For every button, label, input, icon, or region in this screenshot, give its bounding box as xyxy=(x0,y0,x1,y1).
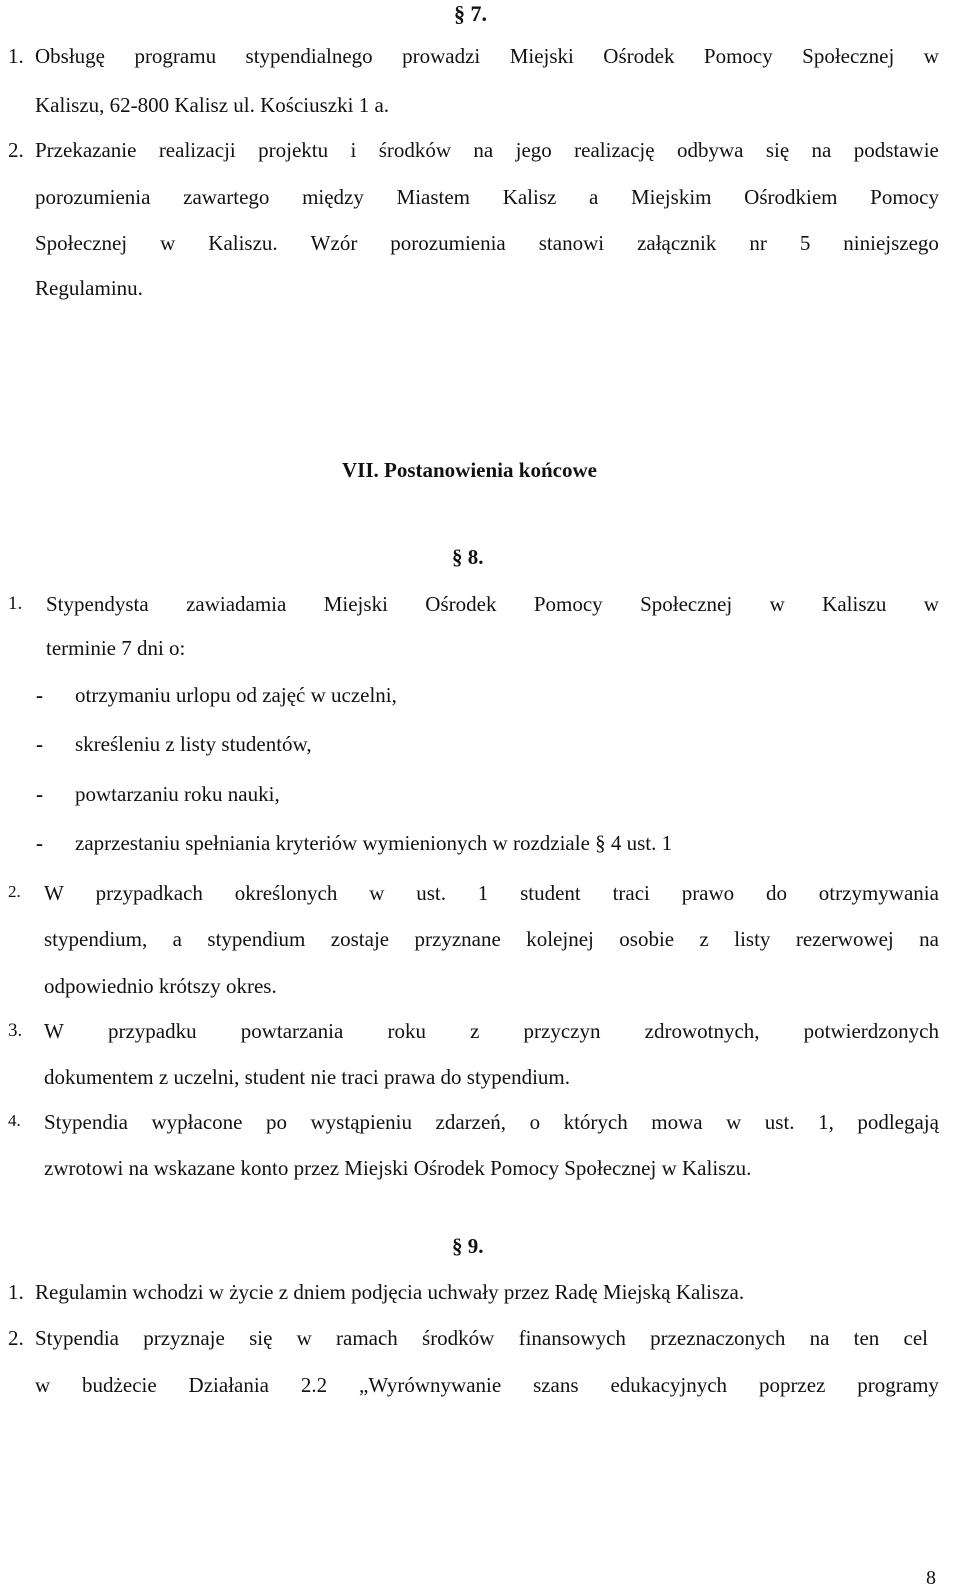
s8-item-3-number: 3. xyxy=(8,1020,23,1041)
word: stypendium xyxy=(207,927,306,951)
word: realizacji xyxy=(158,138,236,162)
word: traci xyxy=(612,881,650,905)
word: środków xyxy=(422,1326,495,1350)
bullet-item: powtarzaniu roku nauki, xyxy=(75,782,280,806)
word: Wzór xyxy=(310,231,358,255)
word: o xyxy=(529,1110,541,1134)
word: Kalisz xyxy=(502,185,557,209)
word: Miejski xyxy=(509,44,574,68)
word: się xyxy=(765,138,790,162)
word: zdrowotnych, xyxy=(644,1019,760,1043)
s8-item-4-line-2: zwrotowi na wskazane konto przez Miejski Ośrodek Pomocy Społecznej w Kaliszu. xyxy=(44,1156,752,1180)
word: programy xyxy=(857,1373,939,1397)
word: Pomocy xyxy=(870,185,939,209)
word: w xyxy=(769,592,785,616)
word: student xyxy=(520,881,581,905)
word: zawartego xyxy=(183,185,270,209)
word: określonych xyxy=(234,881,338,905)
word: 2.2 xyxy=(300,1373,328,1397)
word: w xyxy=(923,592,939,616)
bullet-dash: - xyxy=(36,782,43,806)
word: programu xyxy=(134,44,217,68)
s7-item-2-line-2 xyxy=(35,187,939,208)
word: z xyxy=(470,1019,480,1043)
word: a xyxy=(172,927,182,951)
bullet-dash: - xyxy=(36,831,43,855)
word: Ośrodkiem xyxy=(744,185,838,209)
word: Ośrodek xyxy=(425,592,497,616)
word: odbywa xyxy=(676,138,744,162)
section-9-title: § 9. xyxy=(452,1234,484,1258)
word: podlegają xyxy=(857,1110,939,1134)
word: realizację xyxy=(574,138,655,162)
word: finansowych xyxy=(518,1326,626,1350)
word: się xyxy=(249,1326,273,1350)
word: mowa xyxy=(651,1110,703,1134)
word: których xyxy=(563,1110,628,1134)
bullet-item: skreśleniu z listy studentów, xyxy=(75,732,312,756)
word: Społecznej xyxy=(640,592,733,616)
word: podstawie xyxy=(853,138,939,162)
s9-item-2-line-2 xyxy=(35,1375,939,1396)
word: na xyxy=(811,138,832,162)
word: Kaliszu. xyxy=(208,231,278,255)
word: W xyxy=(44,881,64,905)
s8-item-4-line-1 xyxy=(44,1112,939,1133)
s9-item-1-line-1: Regulamin wchodzi w życie z dniem podjęcia uchwały przez Radę Miejską Kalisza. xyxy=(35,1280,745,1304)
word: na xyxy=(919,927,939,951)
word: stypendialnego xyxy=(245,44,373,68)
word: Miejskim xyxy=(630,185,712,209)
word: między xyxy=(302,185,364,209)
word: edukacyjnych xyxy=(610,1373,728,1397)
section-8-title: § 8. xyxy=(452,545,484,569)
word: prowadzi xyxy=(402,44,481,68)
word: Stypendia xyxy=(35,1326,119,1350)
word: po xyxy=(266,1110,287,1134)
s8-item-3-line-2: dokumentem z uczelni, student nie traci prawa do stypendium. xyxy=(44,1065,571,1089)
word: załącznik xyxy=(637,231,717,255)
s8-item-2-line-1 xyxy=(44,883,939,904)
word: ramach xyxy=(336,1326,398,1350)
word: przypadkach xyxy=(95,881,203,905)
word: ten xyxy=(853,1326,880,1350)
word: 1 xyxy=(477,881,489,905)
word: 1, xyxy=(818,1110,834,1134)
s8-item-2-line-3: odpowiednio krótszy okres. xyxy=(44,974,277,998)
word: na xyxy=(473,138,494,162)
word: przeznaczonych xyxy=(650,1326,786,1350)
word: poprzez xyxy=(758,1373,826,1397)
word: Przekazanie xyxy=(35,138,137,162)
word: przyczyn xyxy=(523,1019,601,1043)
bullet-item: otrzymaniu urlopu od zajęć w uczelni, xyxy=(75,683,397,707)
word: roku xyxy=(387,1019,426,1043)
word: stypendium, xyxy=(44,927,148,951)
word: nr xyxy=(749,231,767,255)
s8-item-1-line-1 xyxy=(46,594,939,615)
word: wystąpieniu xyxy=(310,1110,412,1134)
word: szans xyxy=(533,1373,579,1397)
bullet-dash: - xyxy=(36,683,43,707)
word: Działania xyxy=(188,1373,269,1397)
s7-item-2-line-1 xyxy=(35,140,939,161)
word: z xyxy=(699,927,709,951)
word: porozumienia xyxy=(390,231,506,255)
s8-item-2-number: 2. xyxy=(8,882,21,901)
word: środków xyxy=(378,138,452,162)
s7-item-1-number: 1. xyxy=(8,44,24,68)
word: stanowi xyxy=(538,231,605,255)
word: w xyxy=(35,1373,51,1397)
word: Stypendia xyxy=(44,1110,128,1134)
word: powtarzania xyxy=(240,1019,344,1043)
word: porozumienia xyxy=(35,185,151,209)
s7-item-2-number: 2. xyxy=(8,138,24,162)
word: Ośrodek xyxy=(603,44,675,68)
s9-item-2-line-1 xyxy=(35,1328,928,1349)
word: osobie xyxy=(619,927,675,951)
word: kolejnej xyxy=(526,927,594,951)
word: Stypendysta xyxy=(46,592,149,616)
word: jego xyxy=(515,138,552,162)
s7-item-2-line-4: Regulaminu. xyxy=(35,276,143,300)
word: Miastem xyxy=(396,185,471,209)
word: w xyxy=(923,44,939,68)
word: a xyxy=(589,185,599,209)
word: Obsługę xyxy=(35,44,105,68)
s8-item-1-number: 1. xyxy=(8,593,23,614)
word: rezerwowej xyxy=(795,927,894,951)
word: listy xyxy=(734,927,771,951)
word: zostaje xyxy=(330,927,390,951)
word: „Wyrównywanie xyxy=(359,1373,502,1397)
word: ust. xyxy=(416,881,446,905)
word: do xyxy=(765,881,787,905)
word: przypadku xyxy=(107,1019,197,1043)
word: prawo xyxy=(681,881,735,905)
word: i xyxy=(350,138,357,162)
word: w xyxy=(726,1110,742,1134)
bullet-dash: - xyxy=(36,732,43,756)
word: Pomocy xyxy=(533,592,603,616)
word: cel xyxy=(903,1326,928,1350)
s9-item-1-number: 1. xyxy=(8,1280,24,1304)
word: Pomocy xyxy=(703,44,773,68)
s8-item-2-line-2 xyxy=(44,929,939,950)
word: wypłacone xyxy=(151,1110,243,1134)
chapter-heading: VII. Postanowienia końcowe xyxy=(342,458,597,482)
s7-item-1-line-1 xyxy=(35,46,939,67)
word: Kaliszu xyxy=(822,592,887,616)
word: W xyxy=(44,1019,64,1043)
word: w xyxy=(369,881,385,905)
word: na xyxy=(809,1326,830,1350)
section-7-title: § 7. xyxy=(454,1,487,26)
word: potwierdzonych xyxy=(803,1019,939,1043)
word: Społecznej xyxy=(802,44,895,68)
word: Społecznej xyxy=(35,231,128,255)
bullet-item: zaprzestaniu spełniania kryteriów wymienionych w rozdziale § 4 ust. 1 xyxy=(75,831,673,855)
word: przyznaje xyxy=(143,1326,225,1350)
word: otrzymywania xyxy=(818,881,939,905)
word: w xyxy=(160,231,176,255)
word: zawiadamia xyxy=(186,592,287,616)
word: 5 xyxy=(799,231,811,255)
word: projektu xyxy=(258,138,329,162)
word: zdarzeń, xyxy=(435,1110,507,1134)
page-number: 8 xyxy=(926,1567,936,1589)
s8-item-1-line-2: terminie 7 dni o: xyxy=(46,636,186,660)
word: niniejszego xyxy=(843,231,939,255)
s7-item-2-line-3 xyxy=(35,233,939,254)
word: Miejski xyxy=(323,592,388,616)
word: w xyxy=(296,1326,312,1350)
word: przyznane xyxy=(414,927,501,951)
s7-item-1-line-2: Kaliszu, 62-800 Kalisz ul. Kościuszki 1 a. xyxy=(35,93,390,117)
s9-item-2-number: 2. xyxy=(8,1326,24,1350)
s8-item-4-number: 4. xyxy=(8,1111,21,1130)
word: budżecie xyxy=(82,1373,157,1397)
word: ust. xyxy=(764,1110,795,1134)
s8-item-3-line-1 xyxy=(44,1021,939,1042)
